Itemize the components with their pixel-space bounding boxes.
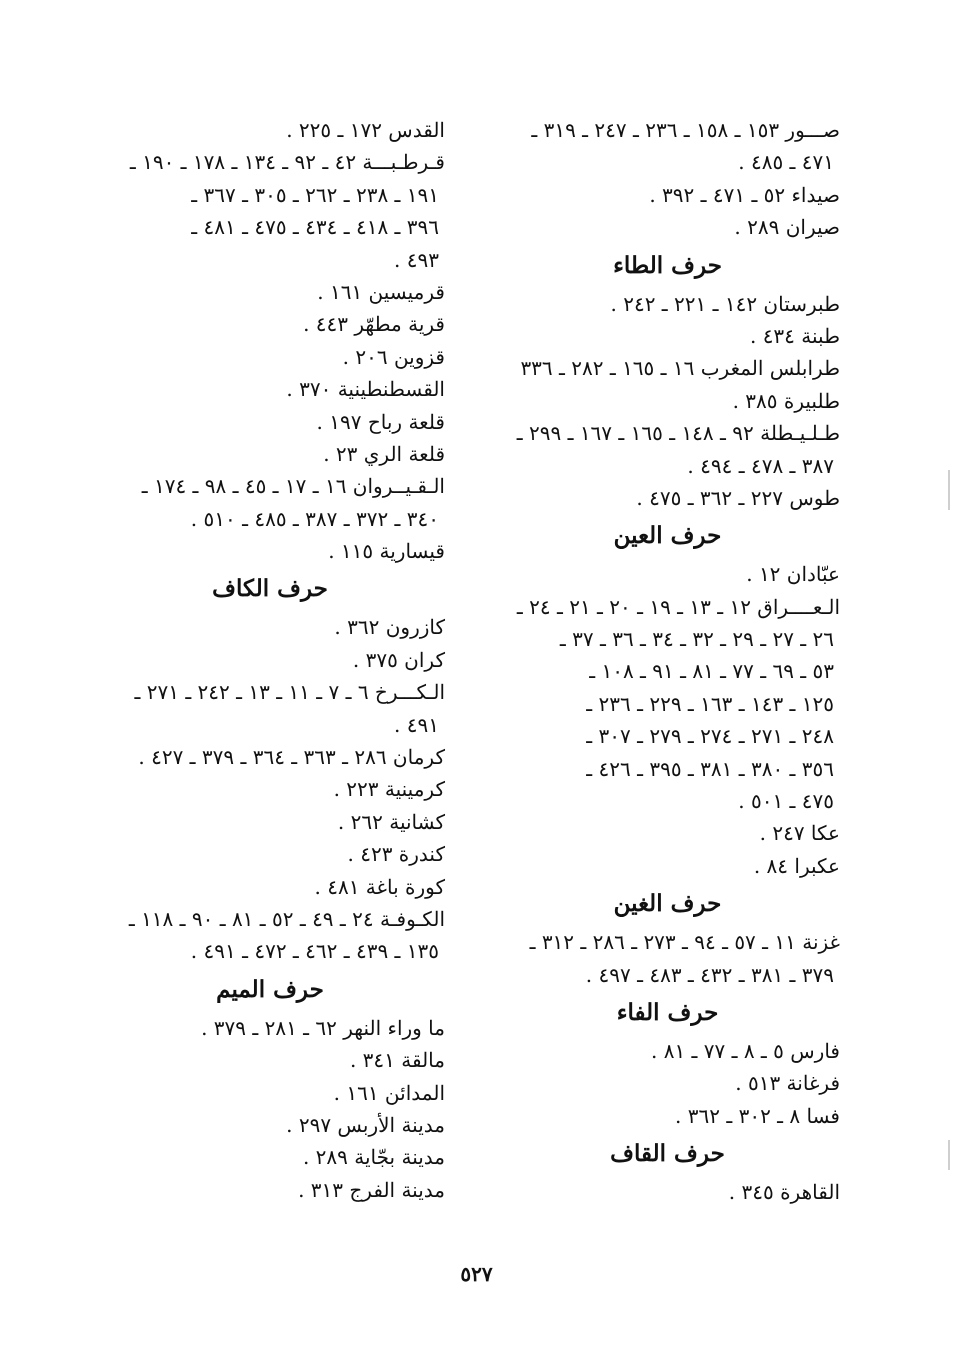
index-entry: القسطنطينية ٣٧٠ . xyxy=(286,377,445,402)
index-entry-continuation: ٣٩٦ ـ ٤١٨ ـ ٤٣٤ ـ ٤٧٥ ـ ٤٨١ ـ xyxy=(191,215,439,240)
page-number: ٥٢٧ xyxy=(460,1262,493,1286)
index-entry: فسا ٨ ـ ٣٠٢ ـ ٣٦٢ . xyxy=(675,1103,840,1128)
index-entry: مالقة ٣٤١ . xyxy=(349,1048,445,1073)
index-entry-continuation: ١٩١ ـ ٢٣٨ ـ ٢٦٢ ـ ٣٠٥ ـ ٣٦٧ ـ xyxy=(191,182,439,207)
index-entry: الـكـــرخ ٦ ـ ٧ ـ ١١ ـ ١٣ ـ ٢٤٢ ـ ٢٧١ ـ xyxy=(134,680,445,705)
index-entry: المدائن ١٦١ . xyxy=(333,1080,445,1105)
index-entry: الـعــــراق ١٢ ـ ١٣ ـ ١٩ ـ ٢٠ ـ ٢١ ـ ٢٤ ـ xyxy=(516,594,840,619)
index-column-right xyxy=(495,114,840,1209)
index-entry-continuation: ٥٣ ـ ٦٩ ـ ٧٧ ـ ٨١ ـ ٩١ ـ ١٠٨ ـ xyxy=(589,659,834,684)
index-entry: كندرة ٤٢٣ . xyxy=(347,842,445,867)
index-column-left xyxy=(95,114,445,1206)
index-entry: طلبيرة ٣٨٥ . xyxy=(732,388,840,413)
index-entry-continuation: ٣٨٧ ـ ٤٧٨ ـ ٤٩٤ . xyxy=(687,453,834,478)
index-entry: الـقـيــروان ١٦ ـ ١٧ ـ ٤٥ ـ ٩٨ ـ ١٧٤ ـ xyxy=(141,474,445,499)
index-entry: كران ٣٧٥ . xyxy=(352,647,445,672)
index-entry: قلعة الري ٢٣ . xyxy=(323,441,445,466)
index-entry: طبنة ٤٣٤ . xyxy=(749,323,840,348)
index-entry: فرغانة ٥١٣ . xyxy=(735,1071,840,1096)
index-entry-continuation: ٤٧٥ ـ ٥٠١ . xyxy=(738,789,834,814)
index-entry: القدس ١٧٢ ـ ٢٢٥ . xyxy=(286,118,445,142)
section-letter-heading: حرف الطاء xyxy=(613,251,722,279)
index-entry: قزوين ٢٠٦ . xyxy=(342,344,445,369)
index-entry-continuation: ١٣٥ ـ ٤٣٩ ـ ٤٦٢ ـ ٤٧٢ ـ ٤٩١ . xyxy=(190,939,439,964)
index-entry: قرميسين ١٦١ . xyxy=(317,279,445,304)
index-entry: كشانية ٢٦٢ . xyxy=(337,809,445,834)
index-entry: قـرطـبـــة ٤٢ ـ ٩٢ ـ ١٣٤ ـ ١٧٨ ـ ١٩٠ ـ xyxy=(129,150,445,175)
index-entry-continuation: ٣٧٩ ـ ٣٨١ ـ ٤٣٢ ـ ٤٨٣ ـ ٤٩٧ . xyxy=(585,962,834,987)
scan-edge-mark xyxy=(948,470,950,510)
index-entry: مدينة بجّاية ٢٨٩ . xyxy=(302,1145,445,1170)
index-entry: عكبرا ٨٤ . xyxy=(753,853,840,878)
index-entry: طوس ٢٢٧ ـ ٣٦٢ ـ ٤٧٥ . xyxy=(636,485,840,510)
index-entry: كازرون ٣٦٢ . xyxy=(334,615,445,640)
index-entry: كورة باغة ٤٨١ . xyxy=(314,874,445,899)
index-entry-continuation: ٢٤٨ ـ ٢٧١ ـ ٢٧٤ ـ ٢٧٩ ـ ٣٠٧ ـ xyxy=(586,724,834,749)
index-entry: طبرستان ١٤٢ ـ ٢٢١ ـ ٢٤٢ . xyxy=(610,291,840,316)
index-entry: قرية مطهّر ٤٤٣ . xyxy=(303,312,445,337)
index-entry: طـلـيـطلة ٩٢ ـ ١٤٨ ـ ١٦٥ ـ ١٦٧ ـ ٢٩٩ ـ xyxy=(516,421,840,446)
index-entry: مدينة الفرج ٣١٣ . xyxy=(298,1177,445,1202)
section-letter-heading: حرف العين xyxy=(613,522,722,550)
index-entry: صيداء ٥٢ ـ ٤٧١ ـ ٣٩٢ . xyxy=(649,182,840,207)
index-entry-continuation: ١٢٥ ـ ١٤٣ ـ ١٦٣ ـ ٢٢٩ ـ ٢٣٦ ـ xyxy=(586,691,834,716)
index-entry-continuation: ٤٧١ ـ ٤٨٥ . xyxy=(738,150,834,175)
scan-edge-mark xyxy=(948,1140,950,1170)
section-letter-heading: حرف الفاء xyxy=(616,998,719,1026)
section-letter-heading: حرف الكاف xyxy=(212,575,328,603)
section-letter-heading: حرف الغين xyxy=(613,890,722,918)
index-entry: قيسارية ١١٥ . xyxy=(328,539,445,564)
index-entry: صـــور ١٥٣ ـ ١٥٨ ـ ٢٣٦ ـ ٢٤٧ ـ ٣١٩ ـ xyxy=(531,118,840,142)
index-entry: عبّادان ١٢ . xyxy=(746,562,840,587)
index-entry: كرمان ٢٨٦ ـ ٣٦٣ ـ ٣٦٤ ـ ٣٧٩ ـ ٤٢٧ . xyxy=(138,745,445,770)
index-entry: عكا ٢٤٧ . xyxy=(759,821,840,846)
index-entry: طرابلس المغرب ١٦ ـ ١٦٥ ـ ٢٨٢ ـ ٣٣٦ xyxy=(520,356,840,381)
section-letter-heading: حرف القاف xyxy=(610,1140,725,1168)
index-entry-continuation: ٢٦ ـ ٢٧ ـ ٢٩ ـ ٣٢ ـ ٣٤ ـ ٣٦ ـ ٣٧ ـ xyxy=(559,627,834,652)
section-letter-heading: حرف الميم xyxy=(216,975,324,1003)
index-entry-continuation: ٣٥٦ ـ ٣٨٠ ـ ٣٨١ ـ ٣٩٥ ـ ٤٢٦ ـ xyxy=(586,756,834,781)
index-entry: الكـوفـة ٢٤ ـ ٤٩ ـ ٥٢ ـ ٨١ ـ ٩٠ ـ ١١٨ ـ xyxy=(128,906,445,931)
index-entry: فارس ٥ ـ ٨ ـ ٧٧ ـ ٨١ . xyxy=(650,1038,840,1063)
index-entry: مدينة الأربس ٢٩٧ . xyxy=(286,1112,445,1137)
index-entry-continuation: ٣٤٠ ـ ٣٧٢ ـ ٣٨٧ ـ ٤٨٥ ـ ٥١٠ . xyxy=(190,506,439,531)
index-entry: ما وراء النهر ٦٢ ـ ٢٨١ ـ ٣٧٩ . xyxy=(201,1015,445,1040)
index-entry: صيران ٢٨٩ . xyxy=(734,215,840,240)
index-entry-continuation: ٤٩٣ . xyxy=(394,247,439,272)
index-entry: غزنة ١١ ـ ٥٧ ـ ٩٤ ـ ٢٧٣ ـ ٢٨٦ ـ ٣١٢ ـ xyxy=(529,930,840,955)
index-entry: قلعة رباح ١٩٧ . xyxy=(316,409,445,434)
index-entry: القاهرة ٣٤٥ . xyxy=(728,1180,840,1205)
index-entry: كرمينية ٢٢٣ . xyxy=(333,777,445,802)
index-entry-continuation: ٤٩١ . xyxy=(394,712,439,737)
